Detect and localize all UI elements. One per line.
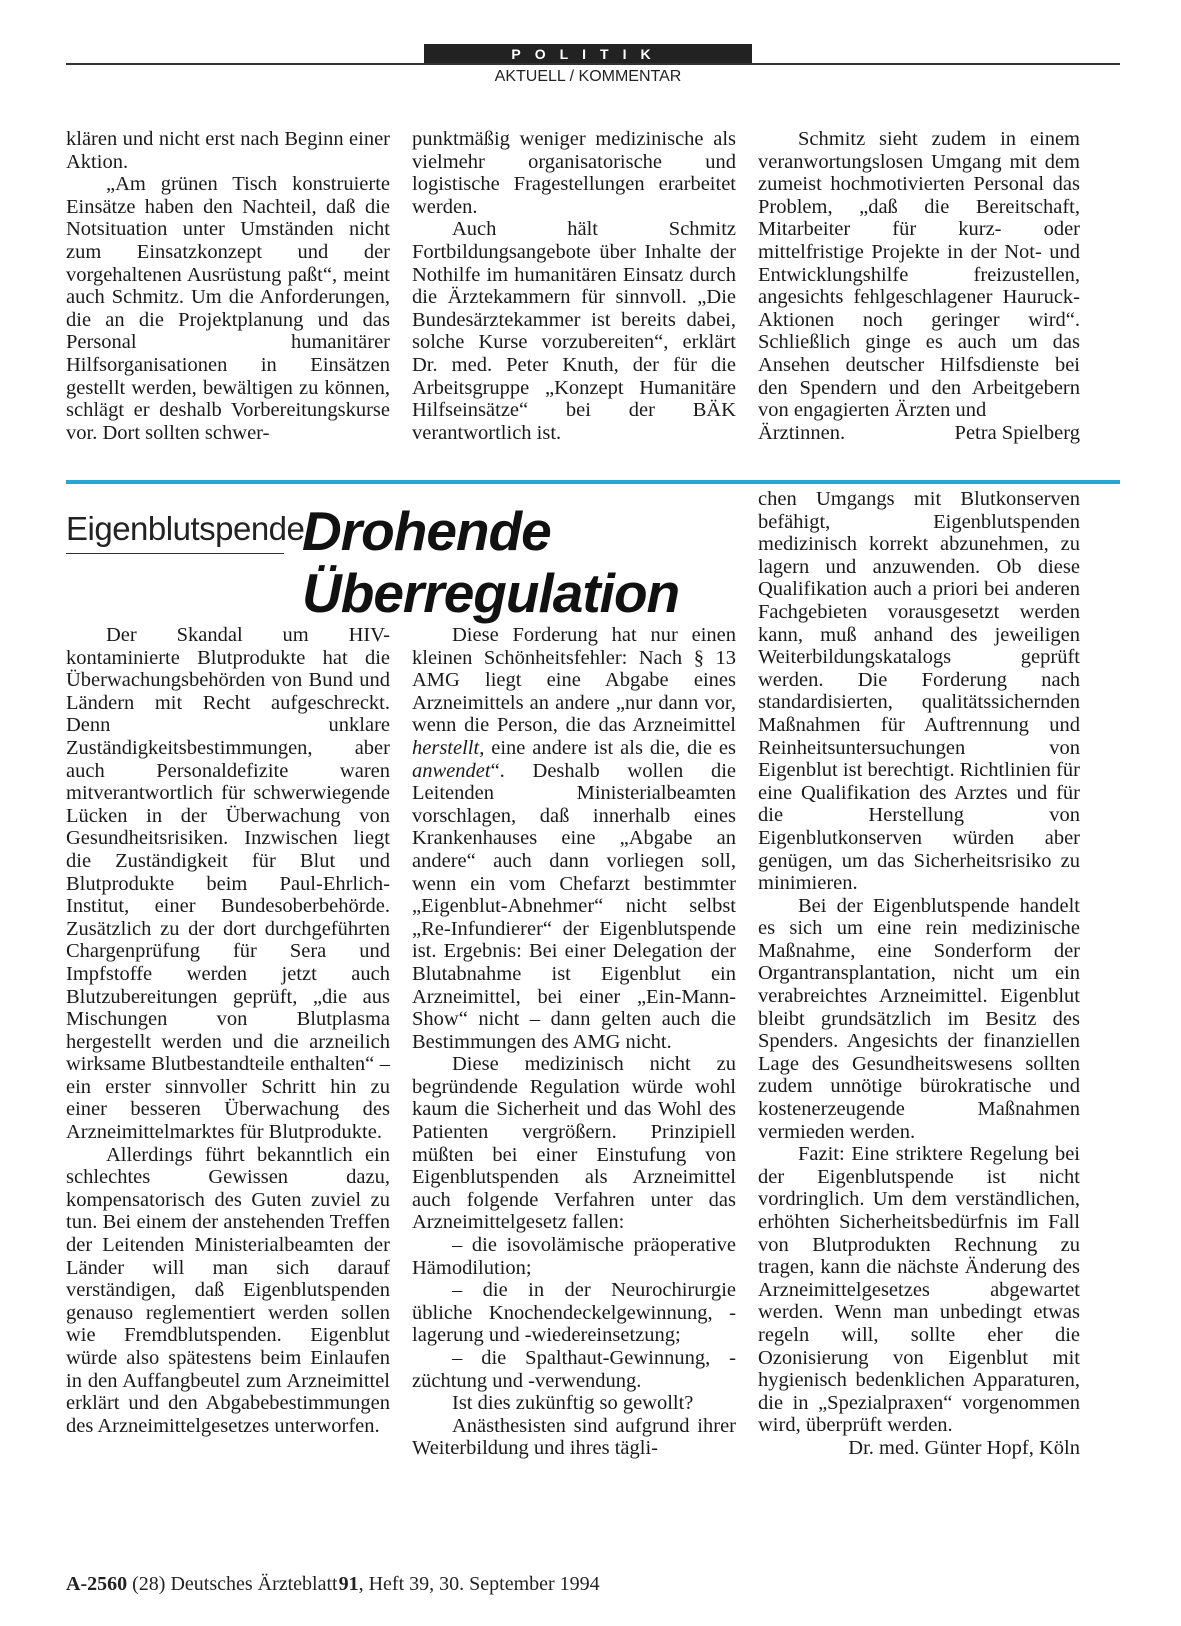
page-footer [66,1573,600,1596]
journal-name: Deutsches Ärzteblatt [170,1573,338,1595]
paragraph: Der Skandal um HIV-kontaminierte Blutprodukte hat die Überwachungsbehörden von Bund und Ländern mit Recht aufgeschreckt. Denn unklare Zuständigkeitsbestimmungen, aber auch Personaldefizite waren mitverantwortlich für schwerwiegende Lücken in der Überwachung von Gesundheitsrisiken. Inzwischen liegt die Zuständigkeit für Blut und Blutprodukte beim Paul-Ehrlich-Institut, einer Bundesoberbehörde. Zusätzlich zu der dort durchgeführten Chargenprüfung für Sera und Impfstoffe werden jetzt auch Blutzubereitungen geprüft, „die aus Mischungen von Blutplasma hergestellt werden und die arzneilich wirksame Blutbestandteile enthalten“ – ein erster sinnvoller Schritt hin zu einer besseren Überwachung des Arzneimittelmarktes für Blutprodukte. [66,624,390,1144]
paragraph: Ist dies zukünftig so gewollt? [452,1392,694,1415]
main-article-column-3 [758,488,1080,1460]
article-headline [302,500,762,624]
paragraph: Schmitz sieht zudem in einem veranwortungslosen Umgang mit dem zumeist hochmotivierten Personal das Problem, „daß die Bereitschaft, Mitarbeiter für kurz- oder mittelfristige Projekte in der Not- und Entwicklungshilfe freizustellen, angesichts fehlgeschlagener Hauruck-Aktionen noch geringer wird“. Schließlich ginge es auch um das Ansehen deutscher Hilfsdienste bei den Spendern und den Arbeitgebern von engagierten Ärzten und [758,128,1080,422]
list-item: – die Spalthaut-Gewinnung, -züchtung und -verwendung. [412,1347,736,1392]
paragraph: Diese medizinisch nicht zu begründende Regulation würde wohl kaum die Sicherheit und das Wohl des Patienten vergrößern. Prinzipiell müßten bei einer Einstufung von Eigenblutspenden als Arzneimittel auch folgende Verfahren unter das Arzneimittelgesetz fallen: [412,1053,736,1234]
top-article-column-2 [412,128,736,444]
list-item: – die isovolämische präoperative Hämodilution; [412,1234,736,1279]
emphasis: anwendet [412,759,491,782]
paragraph: Fazit: Eine striktere Regelung bei der Eigenblutspende ist nicht vordringlich. Um dem verständlichen, erhöhten Sicherheitsbedürfnis im Fall von Blutprodukten Rechnung zu tragen, kann die nächste Änderung des Arzneimittelgesetzes abgewartet werden. Wenn man unbedingt etwas regeln will, sollte eher die Ozonisierung von Eigenblut mit hygienisch bedenklichen Apparaturen, die in „Spezialpraxen“ vorgenommen wird, überprüft werden. [758,1143,1080,1437]
author-name: Dr. med. Günter Hopf, Köln [848,1436,1080,1459]
last-line: Ärztinnen. [758,421,846,444]
headline-line-2: Überregulation [302,562,680,624]
issue-date: , Heft 39, 30. September 1994 [358,1573,600,1595]
main-article-column-1 [66,624,390,1437]
paragraph [412,624,736,1053]
volume-number: 91 [338,1573,359,1595]
section-label: POLITIK [424,44,752,64]
article-kicker: Eigenblutspende [66,510,305,547]
top-article-column-3 [758,128,1080,444]
headline-line-1: Drohende [302,500,551,562]
main-article-column-2 [412,624,736,1460]
paragraph: Allerdings führt bekanntlich ein schlechtes Gewissen dazu, kompensatorisch des Guten zuviel zu tun. Bei einem der anstehenden Treffen der Leitenden Ministerialbeamten der Länder will man sich darauf verständigen, daß Eigenblutspenden genauso reglementiert werden sollen wie Fremdblutspenden. Eigenblut würde also spätestens beim Einlaufen in den Auffangbeutel zum Arzneimittel erklärt und den Abgabebestimmungen des Arzneimittelgesetzes unterworfen. [66,1143,390,1437]
kicker-underline [66,553,284,554]
emphasis: herstellt [412,736,480,759]
paragraph: „Am grünen Tisch konstruierte Einsätze haben den Nachteil, daß die Notsituation unter Umständen nicht zum Einsatzkonzept und der vorgehaltenen Ausrüstung paßt“, meint auch Schmitz. Um die Anforderungen, die an die Projektplanung und das Personal humanitärer Hilfsorganisationen in Einsätzen gestellt werden, bewältigen zu können, schlägt er deshalb Vorbereitungskurse vor. Dort sollten schwer- [66,173,390,444]
paragraph: Anästhesisten sind aufgrund ihrer Weiterbildung und ihres tägli- [412,1414,736,1460]
page-code: A-2560 [66,1573,128,1595]
header-rule [66,63,1120,65]
text-run: “. Deshalb wollen die Leitenden Ministerialbeamten vorschlagen, daß innerhalb eines Krankenhauses eine „Abgabe an andere“ auch dann vorliegen soll, wenn ein vom Chefarzt bestimmter „Eigenblut-Abnehmer“ nicht selbst „Re-Infundierer“ der Eigenblutspende ist. Ergebnis: Bei einer Delegation der Blutabnahme ist Eigenblut ein Arzneimittel, bei einer „Ein-Mann-Show“ nicht – dann gelten auch die Bestimmungen des AMG nicht. [412,759,736,1053]
article-divider [66,480,1120,484]
signature-line [758,422,1080,445]
subsection-label: AKTUELL / KOMMENTAR [494,68,682,85]
author-name: Petra Spielberg [954,421,1080,444]
top-article-column-1 [66,128,390,444]
paragraph: Bei der Eigenblutspende handelt es sich um eine rein medizinische Maßnahme, eine Sonderform der Organtransplantation, nicht um ein verabreichtes Arzneimittel. Eigenblut bleibt grundsätzlich im Besitz des Spenders. Angesichts der finanziellen Lage des Gesundheitswesens sollten zudem unnötige bürokratische und kostenerzeugende Maßnahmen vermieden werden. [758,894,1080,1143]
text-run: Diese Forderung hat nur einen kleinen Schönheitsfehler: Nach § 13 AMG liegt eine Abgabe eines Arzneimittels an andere „nur dann vor, wenn die Person, die das Arzneimittel [412,624,736,737]
text-run: , eine andere ist als die, die es [479,736,736,759]
page-number: (28) [132,1573,166,1595]
paragraph: punktmäßig weniger medizinische als vielmehr organisatorische und logistische Fragestellungen erarbeitet werden. [412,128,736,218]
paragraph: klären und nicht erst nach Beginn einer Aktion. [66,128,390,173]
paragraph: chen Umgangs mit Blutkonserven befähigt, Eigenblutspenden medizinisch korrekt abzunehmen, zu lagern und anzuwenden. Ob diese Qualifikation auch a priori bei anderen Fachgebieten vorausgesetzt werden kann, muß anhand des jeweiligen Weiterbildungskatalogs geprüft werden. Die Forderung nach standardisierten, qualitätssichernden Maßnahmen für Auftrennung und Reinheitsuntersuchungen von Eigenblut ist berechtigt. Richtlinien für eine Qualifikation des Arztes und für die Herstellung von Eigenblutkonserven würden aber genügen, um das Sicherheitsrisiko zu minimieren. [758,488,1080,895]
list-item: – die in der Neurochirurgie übliche Knochendeckelgewinnung, -lagerung und -wiedereinsetzung; [412,1279,736,1347]
paragraph: Auch hält Schmitz Fortbildungsangebote über Inhalte der Nothilfe im humanitären Einsatz durch die Ärztekammern für sinnvoll. „Die Bundesärztekammer ist bereits dabei, solche Kurse vorzubereiten“, erklärt Dr. med. Peter Knuth, der für die Arbeitsgruppe „Konzept Humanitäre Hilfseinsätze“ bei der BÄK verantwortlich ist. [412,218,736,444]
